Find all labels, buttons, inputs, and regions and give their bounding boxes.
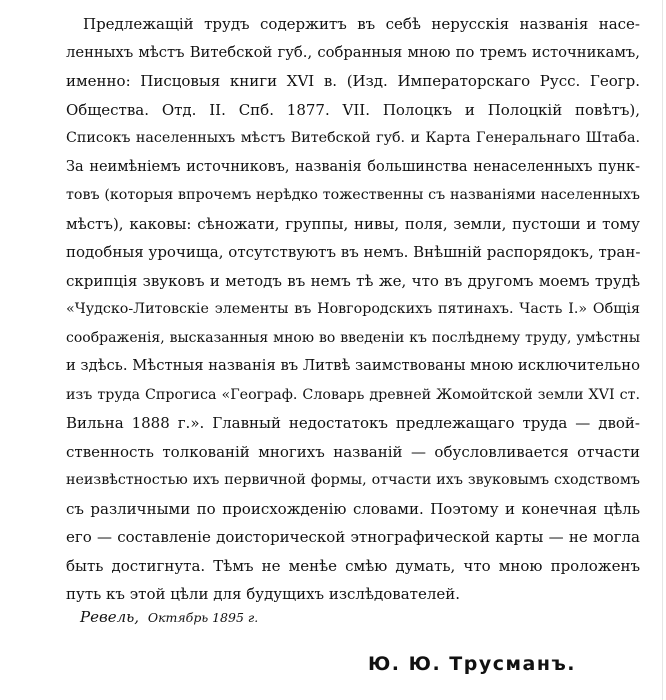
text-line: Предлежащій трудъ содержитъ въ себѣ нерусскія названія насе- (83, 15, 640, 33)
text-line: съ различными по происхожденію словами. Поэтому и конечная цѣль (66, 499, 640, 518)
text-line: подобныя урочища, отсутствуютъ въ немъ. Внѣшній распорядокъ, тран- (66, 243, 640, 261)
text-line: ственность толкованій многихъ названій — обусловливается отчасти (66, 442, 640, 461)
text-line: За неимѣніемъ источниковъ, названія большинства ненаселенныхъ пунк- (66, 158, 640, 175)
text-line: Списокъ населенныхъ мѣстъ Витебской губ. и Карта Генеральнаго Штаба. (66, 130, 640, 146)
text-line: изъ труда Спрогиса «Географ. Словарь древней Жомойтской земли XVI ст. (66, 386, 640, 403)
text-line: «Чудско-Литовскіе элементы въ Новгородскихъ пятинахъ. Часть I.» Общія (66, 301, 640, 317)
author-signature: Ю. Ю. Трусманъ. (368, 653, 576, 675)
text-line: скрипція звуковъ и методъ въ немъ тѣ же, что въ другомъ моемъ трудѣ (66, 271, 640, 290)
text-line: мѣстъ), каковы: сѣножати, группы, нивы, поля, земли, пустоши и тому (66, 214, 640, 233)
text-line: путь къ этой цѣли для будущихъ изслѣдователей. (66, 585, 461, 603)
text-line: Вильна 1888 г.». Главный недостатокъ предлежащаго труда — двой- (66, 414, 640, 432)
text-line: Общества. Отд. II. Спб. 1877. VII. Полоцкъ и Полоцкій повѣтъ), (66, 100, 640, 119)
text-line: товъ (которыя впрочемъ нерѣдко тожественны съ названіями населенныхъ (66, 187, 640, 203)
text-line: его — составленіе доисторической этнографической карты — не могла (66, 528, 640, 546)
text-line: неизвѣстностью ихъ первичной формы, отчасти ихъ звуковымъ сходствомъ (66, 472, 640, 488)
place-name: Ревель, (80, 608, 140, 626)
text-line: и здѣсь. Мѣстныя названія въ Литвѣ заимствованы мною исключительно (66, 357, 640, 374)
place-and-date (80, 608, 258, 626)
date-text: Октябрь 1895 г. (147, 610, 259, 625)
text-line: быть достигнута. Тѣмъ не менѣе смѣю думать, что мною проложенъ (66, 556, 640, 575)
text-line: соображенія, высказанныя мною во введеніи къ послѣднему труду, умѣстны (66, 329, 640, 346)
page-edge-divider (662, 0, 663, 700)
preface-paragraph (66, 10, 640, 609)
text-line: ленныхъ мѣстъ Витебской губ., собранныя мною по тремъ источникамъ, (66, 43, 640, 61)
text-line: именно: Писцовыя книги XVI в. (Изд. Императорскаго Русс. Геогр. (66, 72, 640, 90)
